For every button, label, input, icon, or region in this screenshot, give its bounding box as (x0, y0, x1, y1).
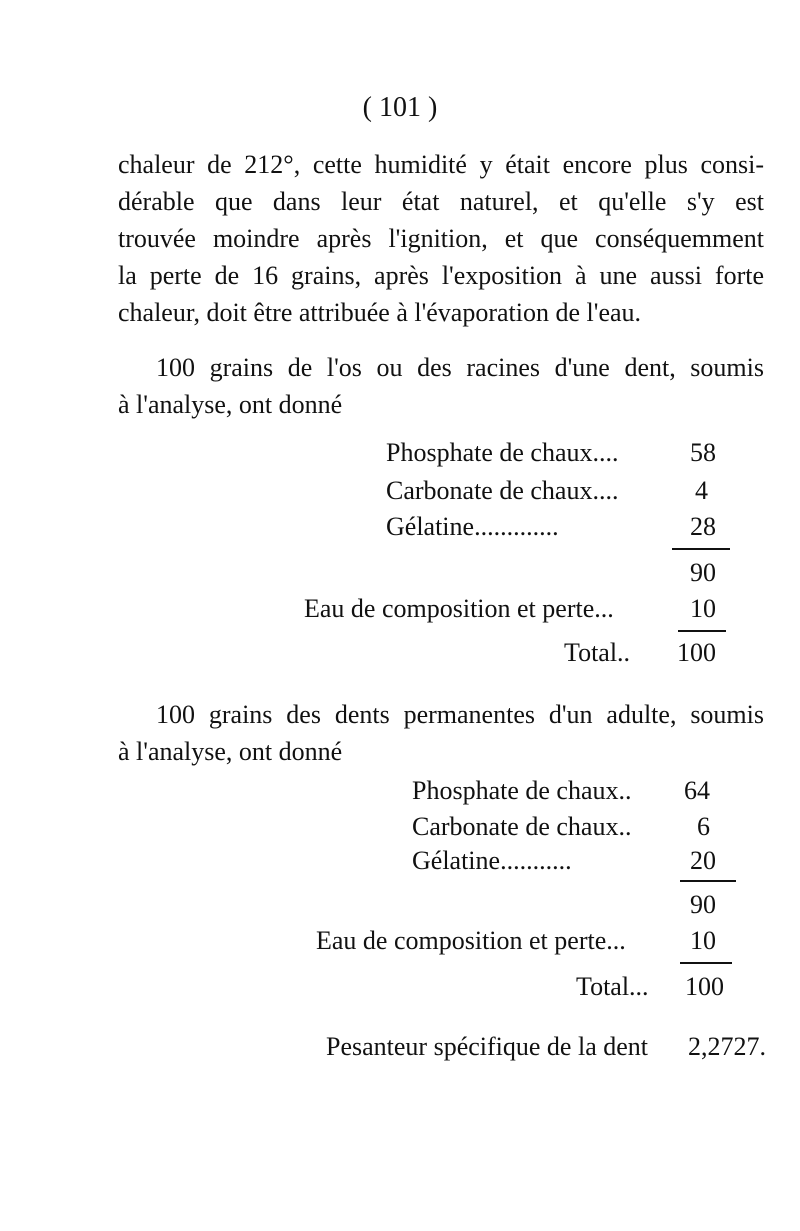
paragraph-line: trouvée moindre après l'ignition, et que conséquemment (118, 224, 764, 253)
row-label: Carbonate de chaux.... (386, 476, 619, 505)
subtotal-value: 90 (690, 890, 716, 919)
row-value: 6 (697, 812, 710, 841)
paragraph-line: 100 grains de l'os ou des racines d'une dent, soumis (156, 353, 764, 382)
total-value: 100 (677, 638, 716, 667)
sum-rule (680, 880, 736, 882)
paragraph-line: 100 grains des dents permanentes d'un adulte, soumis (156, 700, 764, 729)
analysis2-paragraph (118, 696, 764, 770)
specific-gravity-label: Pesanteur spécifique de la dent (326, 1032, 648, 1061)
paragraph-line: chaleur, doit être attribuée à l'évaporation de l'eau. (118, 298, 642, 327)
subtotal-row (386, 558, 716, 592)
total-value: 100 (685, 972, 724, 1001)
row-label: Eau de composition et perte... (304, 594, 614, 623)
table-row (412, 812, 716, 846)
row-value: 10 (690, 594, 716, 623)
subtotal-value: 90 (690, 558, 716, 587)
row-value: 20 (690, 846, 716, 875)
row-label: Eau de composition et perte... (316, 926, 626, 955)
row-label: Gélatine............. (386, 512, 559, 541)
row-label: Phosphate de chaux.. (412, 776, 632, 805)
table-row (412, 776, 716, 810)
table-row (386, 476, 716, 510)
paragraph-line: la perte de 16 grains, après l'exposition à une aussi forte (118, 261, 764, 290)
specific-gravity-value: 2,2727. (688, 1032, 766, 1061)
paragraph-line: à l'analyse, ont donné (118, 737, 343, 766)
table-row (386, 438, 716, 472)
row-label: Phosphate de chaux.... (386, 438, 619, 467)
table-row (412, 846, 716, 880)
analysis1-paragraph (118, 349, 764, 423)
total-label: Total.. (564, 638, 631, 667)
total-label: Total... (576, 972, 649, 1001)
sum-rule (672, 548, 730, 550)
paragraph-line: chaleur de 212°, cette humidité y était encore plus consi- (118, 150, 764, 179)
subtotal-row (412, 890, 716, 924)
total-row (564, 638, 716, 672)
row-value: 10 (690, 926, 716, 955)
table-row (304, 594, 716, 628)
row-label: Gélatine........... (412, 846, 572, 875)
table-row (386, 512, 716, 546)
row-value: 4 (695, 476, 708, 505)
row-label: Carbonate de chaux.. (412, 812, 632, 841)
sum-rule (680, 962, 732, 964)
paragraph-line: dérable que dans leur état naturel, et qu'elle s'y est (118, 187, 764, 216)
specific-gravity-row (326, 1032, 766, 1066)
table-row (316, 926, 716, 960)
page-number: ( 101 ) (362, 92, 438, 123)
intro-paragraph (118, 146, 764, 331)
paragraph-line: à l'analyse, ont donné (118, 390, 343, 419)
row-value: 64 (684, 776, 710, 805)
sum-rule (678, 630, 726, 632)
row-value: 28 (690, 512, 716, 541)
row-value: 58 (690, 438, 716, 467)
total-row (576, 972, 724, 1006)
